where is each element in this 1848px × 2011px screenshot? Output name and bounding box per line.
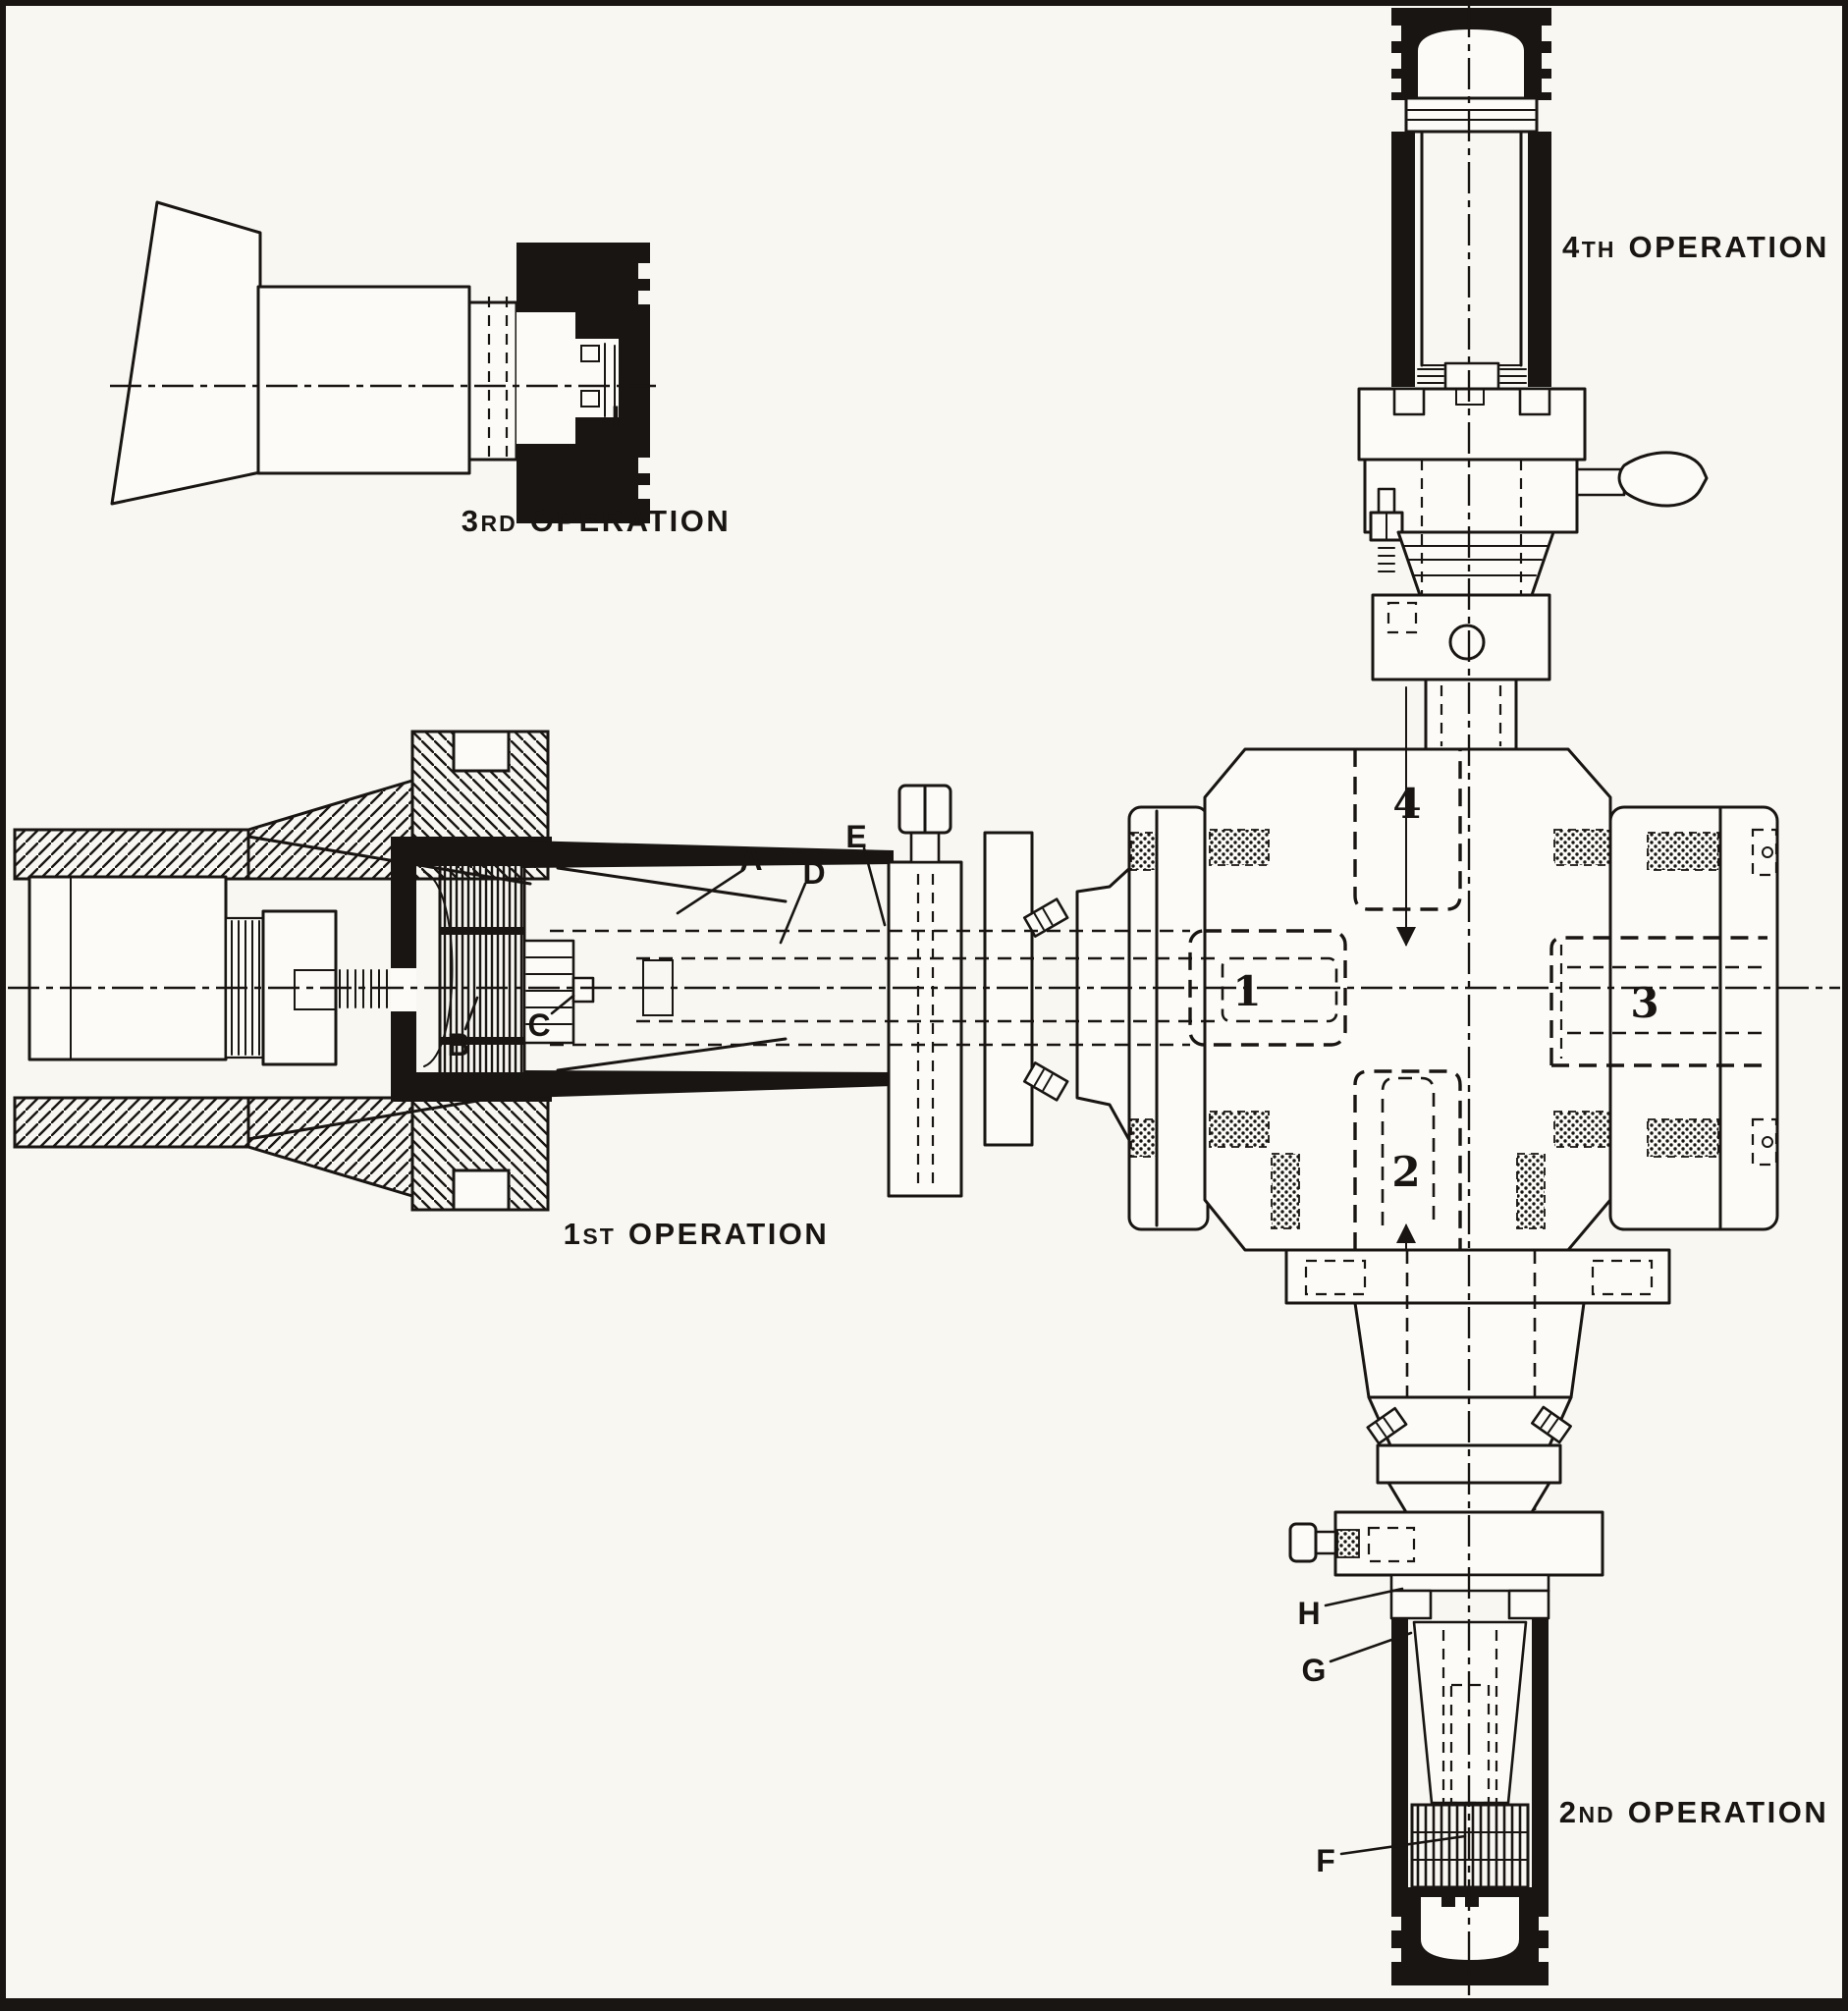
op2-guide-wall-left xyxy=(1391,1618,1408,1895)
part-label-b: B xyxy=(447,1027,470,1062)
part-label-d: D xyxy=(802,855,826,891)
crank-handle-shaft xyxy=(1577,469,1624,495)
part-label-f: F xyxy=(1316,1843,1335,1878)
part-label-i: I xyxy=(611,400,621,435)
station-number-1: 1 xyxy=(1232,967,1262,1015)
label-4th-operation: 4TH OPERATION xyxy=(1562,230,1829,264)
part-label-h: H xyxy=(1297,1596,1321,1631)
op3-tool-sleeve xyxy=(516,243,650,523)
station-number-2: 2 xyxy=(1391,1148,1421,1196)
label-2nd-operation: 2ND OPERATION xyxy=(1558,1795,1829,1829)
station-number-3: 3 xyxy=(1630,979,1659,1027)
op2-bolt-head xyxy=(1290,1524,1316,1561)
part-label-a: A xyxy=(739,842,763,877)
station-number-4: 4 xyxy=(1392,780,1422,828)
op4-neck xyxy=(1426,679,1516,749)
part-label-c: C xyxy=(527,1007,551,1043)
op3-bar-stock xyxy=(258,287,469,473)
op2-guide-wall-right xyxy=(1532,1618,1549,1895)
op1-bar-stock xyxy=(29,877,226,1060)
op4-ring-band xyxy=(1406,98,1537,132)
op4-castle-nut xyxy=(1359,389,1585,460)
part-label-g: G xyxy=(1301,1653,1327,1688)
op4-mount-plate xyxy=(1373,595,1549,679)
op3-step-collar xyxy=(469,302,516,460)
holder-body xyxy=(889,862,961,1196)
op4-thread-gap xyxy=(1445,363,1498,389)
op4-black-cap xyxy=(1391,8,1551,100)
crank-handle-grip xyxy=(1619,453,1707,506)
label-1st-operation: 1ST OPERATION xyxy=(563,1217,830,1251)
label-3rd-operation: 3RD OPERATION xyxy=(461,504,732,538)
part-label-e: E xyxy=(845,819,867,854)
op2-locknut xyxy=(1337,1530,1359,1557)
op2-clamp-block xyxy=(1290,1512,1603,1575)
turret-left-flange xyxy=(1129,807,1208,1229)
